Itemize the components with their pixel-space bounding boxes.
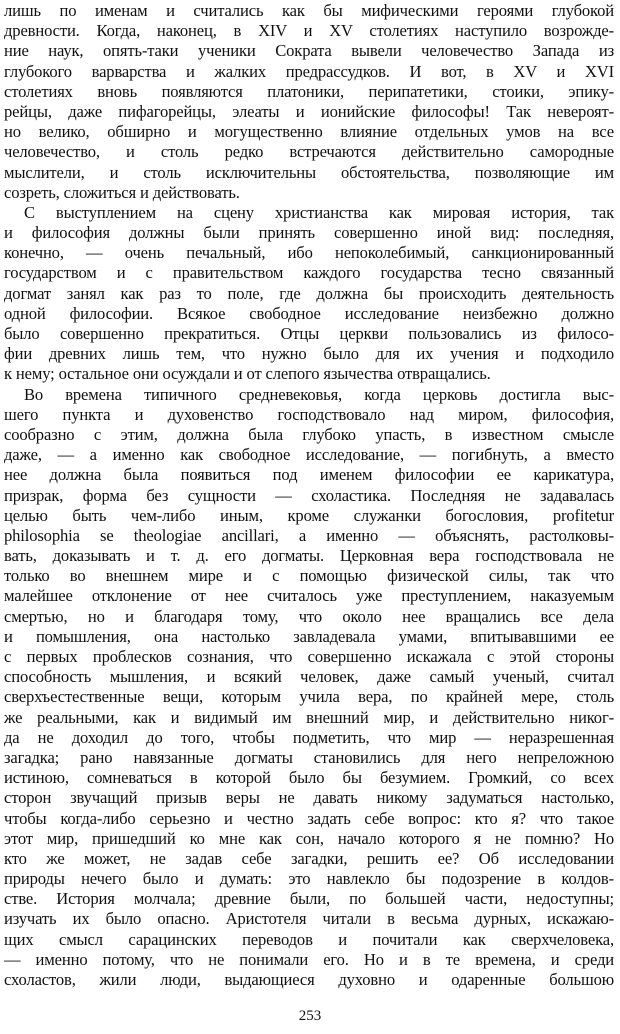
text-line: чтобы когда-либо серьезно и честно задать себе вопрос: кто я? что такое <box>4 808 614 828</box>
text-line: рейцы, даже пифагорейцы, элеаты и ионийские философы! Так невероят- <box>4 101 614 121</box>
text-line: же реальными, как и видимый им внешний мир, и действительно никог- <box>4 707 614 727</box>
text-line: этот мир, пришедший ко мне как сон, начало которого я не помню? Но <box>4 828 614 848</box>
body-text <box>4 1 614 990</box>
text-line: созреть, сложиться и действовать. <box>4 182 240 202</box>
text-line: было совершенно прекратиться. Отцы церкви пользовались из филосо- <box>4 324 614 343</box>
text-line: да не доходил до того, чтобы подметить, что мир — неразрешенная <box>4 727 614 747</box>
text-line: philosophia se theologiae ancillari, а именно — объяснять, растолковы- <box>4 525 614 545</box>
text-line: шего пункта и духовенство господствовало над миром, философия, <box>4 404 614 424</box>
text-line: целью быть чем-либо иным, кроме служанки богословия, profitetur <box>4 505 614 525</box>
text-line: с первых проблесков сознания, что совершенно искажала с этой стороны <box>4 647 614 666</box>
text-line: щих смысл сарацинских переводов и почитали как сверхчеловека, <box>4 929 614 949</box>
text-line: фии древних лишь тем, что нужно было для их учения и подходило <box>4 344 614 364</box>
text-line: сообразно с этим, должна была глубоко упасть, в известном смысле <box>4 424 614 444</box>
text-line: сверхъестественные вещи, которым учила вера, по крайней мере, столь <box>4 687 614 707</box>
text-line: стве. История молчала; древние были, по большей части, недоступны; <box>4 889 614 909</box>
text-line: — именно потому, что не понимали его. Но и в те времена, и среди <box>4 949 614 969</box>
text-line: нее должна была появиться под именем философии ее карикатура, <box>4 465 614 485</box>
text-line: сторон звучащий призыв веры не давать никому задуматься настолько, <box>4 788 614 808</box>
text-line: глубокого варварства и жалких предрассудков. И вот, в XV и XVI <box>4 61 614 81</box>
text-line: конечно, — очень печальный, ибо непоколебимый, санкционированный <box>4 243 614 263</box>
text-line: загадка; рано навязанные догматы становились для него непреложною <box>4 747 614 767</box>
page-number: 253 <box>298 1008 322 1024</box>
text-line: малейшее отклонение от нее считалось уже преступлением, наказуемым <box>4 586 614 606</box>
text-line: способность мышления, и всякий человек, даже самый ученый, считал <box>4 667 614 687</box>
text-line: схоластов, жили люди, выдающиеся духовно и одаренные большою <box>4 970 614 989</box>
text-line: мыслители, и столь исключительны обстоятельства, позволяющие им <box>4 162 614 182</box>
text-line: столетиях вновь появляются платоники, перипатетики, стоики, эпику- <box>4 81 614 101</box>
text-line: природы нечего было и думать: это навлекло бы подозрение в колдов- <box>4 869 614 889</box>
text-line: древности. Когда, наконец, в XIV и XV столетиях наступило возрожде- <box>4 21 614 41</box>
text-line: изучать их было опасно. Аристотеля читали в весьма дурных, искажаю- <box>4 909 614 929</box>
text-line: даже, — а именно как свободное исследование, — погибнуть, а вместо <box>4 445 614 465</box>
text-line: вать, доказывать и т. д. его догматы. Церковная вера господствовала не <box>4 546 614 566</box>
text-line: кто же может, не задав себе загадки, решить ее? Об исследовании <box>4 848 614 868</box>
text-line: только во внешнем мире и с помощью физической силы, так что <box>4 566 614 586</box>
text-line: С выступлением на сцену христианства как мировая история, так <box>24 202 614 222</box>
text-line: и помышления, она настолько завладевала умами, впитывавшими ее <box>4 626 614 646</box>
text-line: догмат занял как раз то поле, где должна бы происходить деятельность <box>4 283 614 303</box>
text-line: к нему; остальное они осуждали и от слепого язычества отвращались. <box>4 364 491 384</box>
text-line: ние наук, опять-таки ученики Сократа вывели человечество Запада из <box>4 41 614 61</box>
text-line: смертью, но и благодаря тому, что около нее вращались все дела <box>4 606 614 626</box>
text-line: истиною, сомневаться в которой было бы безумием. Громкий, со всех <box>4 768 614 788</box>
text-line: государством и с правительством каждого государства тесно связанный <box>4 263 614 283</box>
text-line: Во времена типичного средневековья, когда церковь достигла выс- <box>24 384 614 404</box>
text-line: но велико, обширно и могущественно влияние отдельных умов на все <box>4 122 614 142</box>
text-line: и философия должны были принять совершенно иной вид: последняя, <box>4 223 614 243</box>
text-line: человечество, и столь редко встречаются действительно самородные <box>4 142 614 162</box>
text-line: призрак, форма без сущности — схоластика. Последняя не задавалась <box>4 485 614 505</box>
text-line: лишь по именам и считались как бы мифическими героями глубокой <box>4 1 614 20</box>
text-line: одной философии. Всякое свободное исследование неизбежно должно <box>4 303 614 323</box>
